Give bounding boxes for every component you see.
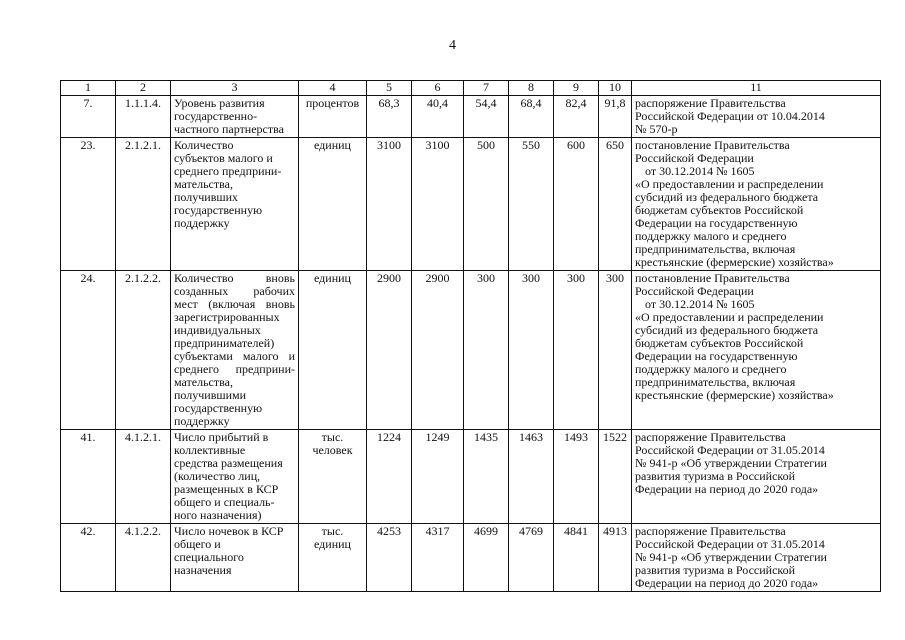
unit [299,271,367,430]
value-col9: 1493 [554,430,599,524]
indicator-line: коллективные [174,443,246,457]
value-col6: 1249 [412,430,464,524]
value-col7: 54,4 [464,96,509,138]
column-header: 9 [554,81,599,96]
row-number: 23. [61,138,116,271]
value-col9: 4841 [554,524,599,592]
unit-line: тыс. [321,524,344,538]
source-line: № 941-р «Об утверждении Стратегии [635,456,827,470]
value-col6: 4317 [412,524,464,592]
indicator-line: государственную [174,203,263,217]
source-line: Федерации на период до 2020 года» [635,482,819,496]
column-header: 3 [171,81,299,96]
indicators-table [60,80,881,592]
value-col7: 1435 [464,430,509,524]
unit [299,430,367,524]
source-line: развития туризма в Российской [635,563,796,577]
column-header: 1 [61,81,116,96]
source-line: развития туризма в Российской [635,469,796,483]
legal-source [632,524,881,592]
value-col8: 68,4 [509,96,554,138]
column-header: 7 [464,81,509,96]
value-col5: 3100 [367,138,412,271]
indicator-line: государственную [174,401,263,415]
column-header: 6 [412,81,464,96]
value-col9: 300 [554,271,599,430]
source-line: предпринимательства, включая [635,242,796,256]
source-line: Российской Федерации от 31.05.2014 [635,537,825,551]
unit [299,524,367,592]
column-header: 2 [116,81,171,96]
source-line: постановление Правительства [635,271,790,285]
row-number: 7. [61,96,116,138]
value-col8: 300 [509,271,554,430]
indicator-line: зарегистрированных [174,310,280,324]
source-line: бюджетам субъектов Российской [635,203,804,217]
unit-line: тыс. [321,430,344,444]
value-col10: 91,8 [599,96,632,138]
indicator-line: мательства, [174,177,233,191]
indicator-line: поддержку [174,414,230,428]
indicator-line: субъектами малого и [174,349,295,363]
indicator-line: Количество [174,138,234,152]
source-line: «О предоставлении и распределении [635,177,824,191]
source-line: Российской Федерации [635,151,754,165]
unit-line: единиц [314,271,351,285]
indicator-line: среднего предприни- [174,164,282,178]
column-number-row [61,81,881,96]
legal-source [632,271,881,430]
source-line: «О предоставлении и распределении [635,310,824,324]
source-line: постановление Правительства [635,138,790,152]
legal-source [632,430,881,524]
value-col6: 40,4 [412,96,464,138]
indicator-line: мательства, [174,375,233,389]
indicator-code: 4.1.2.1. [116,430,171,524]
indicator-line: государственно- [174,109,258,123]
indicator-line: среднего предприни- [174,362,295,376]
indicator-line: получившими [174,388,247,402]
indicator-line: общего и специаль- [174,495,275,509]
value-col8: 4769 [509,524,554,592]
indicator-line: субъектов малого и [174,151,273,165]
table-row [61,524,881,592]
unit-line: процентов [305,96,360,110]
indicator-name [171,138,299,271]
unit-line: единиц [314,537,351,551]
value-col9: 82,4 [554,96,599,138]
source-line: Российской Федерации [635,284,754,298]
value-col5: 2900 [367,271,412,430]
source-line: распоряжение Правительства [635,96,786,110]
indicator-line: Количество вновь [174,271,295,285]
column-header: 10 [599,81,632,96]
unit-line: единиц [314,138,351,152]
indicator-code: 2.1.2.1. [116,138,171,271]
indicator-line: мест (включая вновь [174,297,295,311]
value-col5: 68,3 [367,96,412,138]
table-row [61,96,881,138]
indicator-line: индивидуальных [174,323,261,337]
value-col7: 500 [464,138,509,271]
legal-source [632,138,881,271]
indicator-name [171,96,299,138]
source-line: Российской Федерации от 10.04.2014 [635,109,825,123]
value-col8: 1463 [509,430,554,524]
indicator-line: Число ночевок в КСР [174,524,284,538]
source-line: поддержку малого и среднего [635,362,787,376]
table-row [61,271,881,430]
indicator-line: Число прибытий в [174,430,269,444]
column-header: 5 [367,81,412,96]
source-line: от 30.12.2014 № 1605 [645,164,755,178]
source-line: Российской Федерации от 31.05.2014 [635,443,825,457]
row-number: 42. [61,524,116,592]
indicator-line: специального [174,550,244,564]
value-col6: 3100 [412,138,464,271]
indicator-name [171,271,299,430]
indicator-line: назначения [174,563,232,577]
unit [299,138,367,271]
source-line: поддержку малого и среднего [635,229,787,243]
value-col8: 550 [509,138,554,271]
source-line: распоряжение Правительства [635,524,786,538]
unit [299,96,367,138]
row-number: 24. [61,271,116,430]
legal-source [632,96,881,138]
source-line: предпринимательства, включая [635,375,796,389]
source-line: субсидий из федерального бюджета [635,190,819,204]
source-line: Федерации на государственную [635,349,798,363]
indicator-line: ного назначения) [174,508,262,522]
indicator-line: Уровень развития [174,96,265,110]
source-line: Федерации на государственную [635,216,798,230]
indicator-line: размещенных в КСР [174,482,279,496]
value-col10: 1522 [599,430,632,524]
source-line: № 941-р «Об утверждении Стратегии [635,550,827,564]
indicator-code: 4.1.2.2. [116,524,171,592]
column-header: 4 [299,81,367,96]
value-col6: 2900 [412,271,464,430]
indicator-line: предпринимателей) [174,336,275,350]
value-col10: 300 [599,271,632,430]
table-row [61,138,881,271]
value-col7: 4699 [464,524,509,592]
indicator-name [171,430,299,524]
value-col10: 4913 [599,524,632,592]
indicator-line: поддержку [174,216,230,230]
indicator-line: созданных рабочих [174,284,295,298]
source-line: субсидий из федерального бюджета [635,323,819,337]
indicator-code: 1.1.1.4. [116,96,171,138]
indicator-code: 2.1.2.2. [116,271,171,430]
value-col7: 300 [464,271,509,430]
indicator-line: частного партнерства [174,122,284,136]
value-col5: 4253 [367,524,412,592]
source-line: № 570-р [635,122,678,136]
column-header: 11 [632,81,881,96]
indicator-line: (количество лиц, [174,469,261,483]
source-line: крестьянские (фермерские) хозяйства» [635,255,834,269]
page-number: 4 [449,38,456,53]
value-col5: 1224 [367,430,412,524]
column-header: 8 [509,81,554,96]
source-line: бюджетам субъектов Российской [635,336,804,350]
value-col10: 650 [599,138,632,271]
value-col9: 600 [554,138,599,271]
source-line: распоряжение Правительства [635,430,786,444]
indicator-line: получивших [174,190,239,204]
table-row [61,430,881,524]
indicator-line: средства размещения [174,456,283,470]
row-number: 41. [61,430,116,524]
source-line: крестьянские (фермерские) хозяйства» [635,388,834,402]
indicator-name [171,524,299,592]
unit-line: человек [312,443,353,457]
source-line: Федерации на период до 2020 года» [635,576,819,590]
source-line: от 30.12.2014 № 1605 [645,297,755,311]
indicator-line: общего и [174,537,221,551]
